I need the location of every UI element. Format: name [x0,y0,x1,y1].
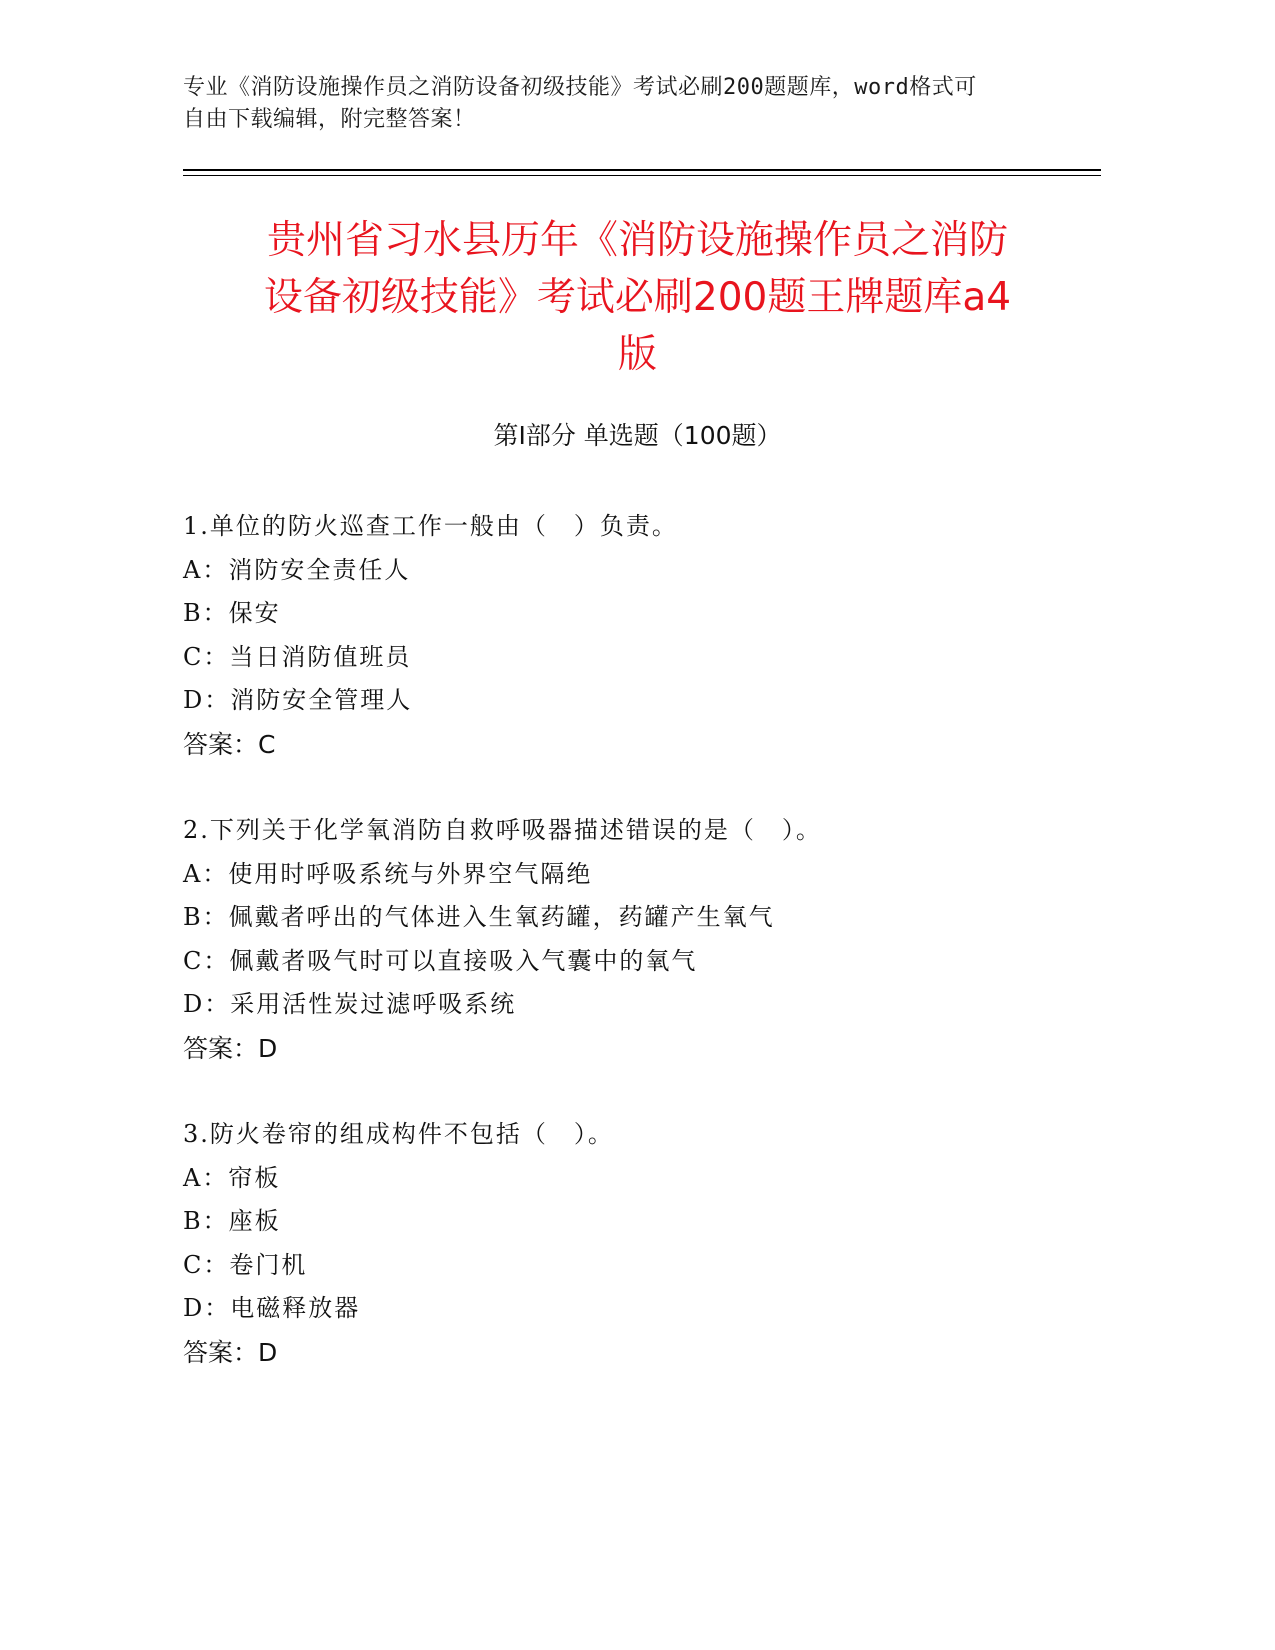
title-line-2: 设备初级技能》考试必刷200题王牌题库a4 [263,275,1012,320]
question-stem: 3.防火卷帘的组成构件不包括（ ）。 [183,1120,614,1148]
question-3 [183,1113,1083,1374]
option-b: B：保安 [183,599,281,627]
option-b: B：佩戴者呼出的气体进入生氧药罐，药罐产生氧气 [183,903,775,931]
option-b: B：座板 [183,1207,281,1235]
question-2 [183,809,1083,1070]
header-note-line-1: 专业《消防设施操作员之消防设备初级技能》考试必刷200题题库，word格式可 [183,75,977,100]
question-list [183,505,1083,1417]
question-1 [183,505,1083,766]
question-stem: 2.下列关于化学氧消防自救呼吸器描述错误的是（ ）。 [183,816,822,844]
option-d: D：采用活性炭过滤呼吸系统 [183,990,517,1018]
option-d: D：电磁释放器 [183,1294,361,1322]
option-a: A：使用时呼吸系统与外界空气隔绝 [183,859,593,888]
option-c: C：卷门机 [183,1250,308,1279]
title-line-1: 贵州省习水县历年《消防设施操作员之消防 [266,218,1008,263]
header-divider-thick [183,169,1101,171]
header-divider-thin [183,175,1101,176]
document-title [170,212,1105,383]
title-line-3: 版 [617,332,657,377]
header-note [183,72,1063,136]
answer: 答案：C [183,729,276,759]
option-a: A：消防安全责任人 [183,555,411,584]
option-c: C：佩戴者吸气时可以直接吸入气囊中的氧气 [183,946,698,975]
answer: 答案：D [183,1337,278,1367]
option-a: A：帘板 [183,1163,281,1192]
option-d: D：消防安全管理人 [183,686,413,714]
question-stem: 1.单位的防火巡查工作一般由（ ）负责。 [183,512,678,540]
section-title: 第Ⅰ部分 单选题（100题） [493,421,782,450]
answer: 答案：D [183,1033,278,1063]
option-c: C：当日消防值班员 [183,642,412,671]
header-note-line-2: 自由下载编辑，附完整答案！ [183,107,476,132]
